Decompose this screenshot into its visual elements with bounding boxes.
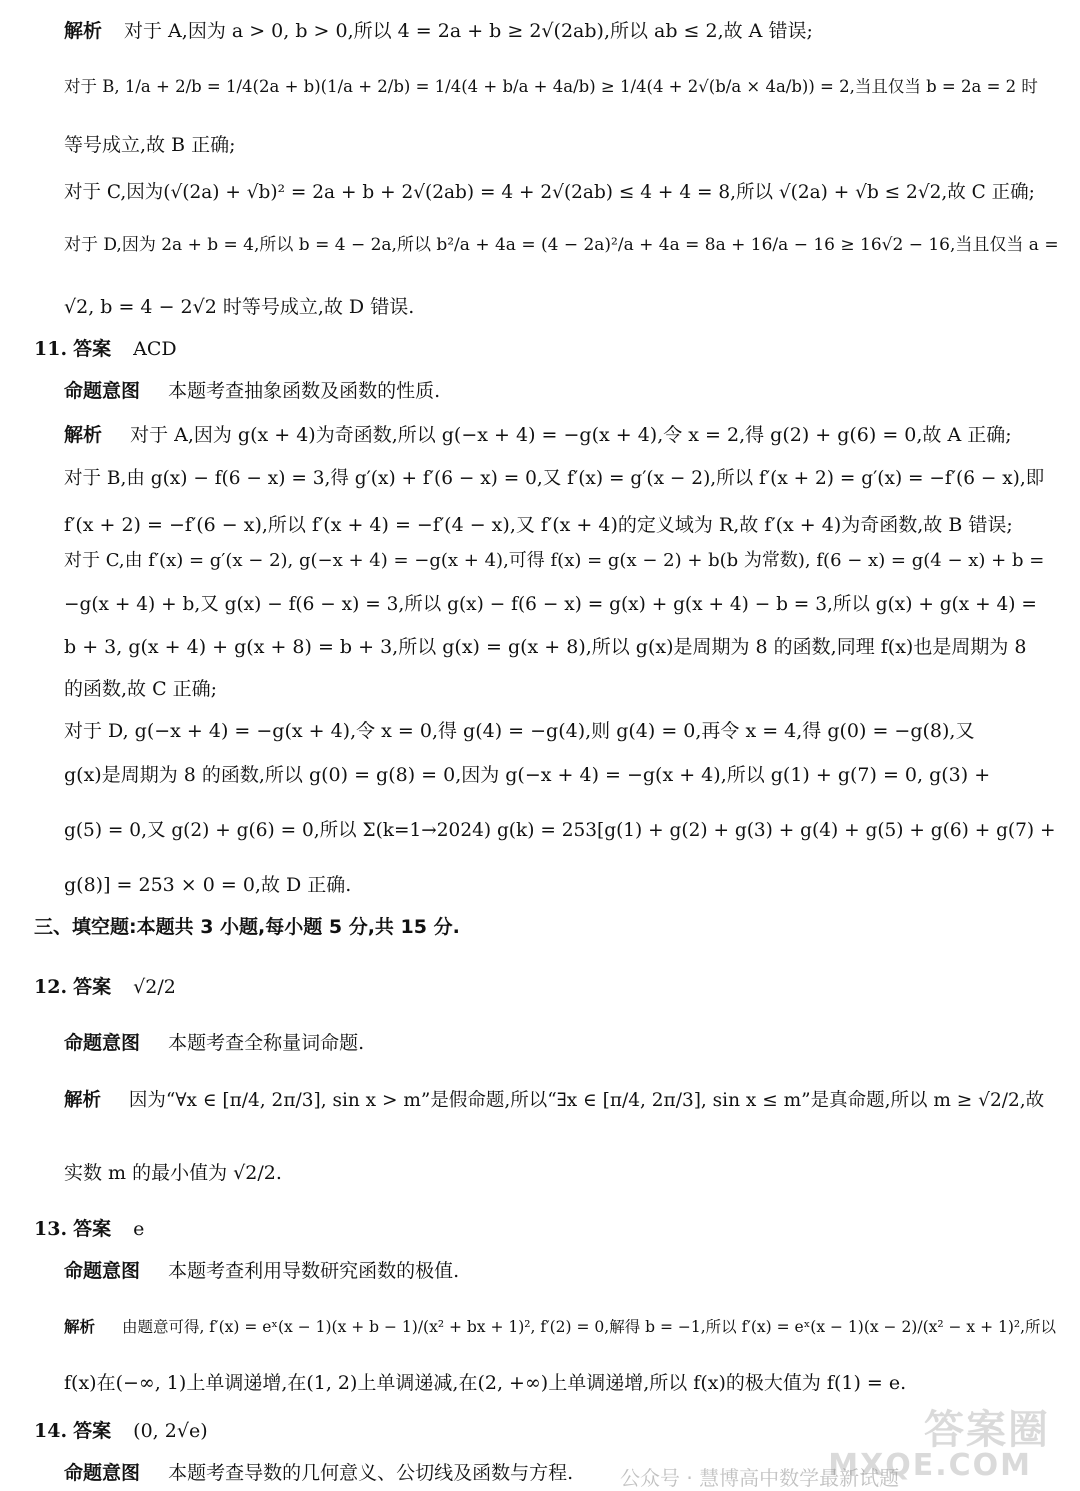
q14-number: 14. <box>34 1420 68 1442</box>
q12-analysis: 因为“∀x ∈ [π/4, 2π/3], sin x > m”是假命题,所以“∃x ∈ [π/4, 2π/3], sin x ≤ m”是真命题,所以 m ≥ √2/2,故 <box>128 1090 1045 1111</box>
solution-text: 的函数,故 C 正确; <box>64 678 218 700</box>
solution-line <box>64 676 1044 702</box>
section-3-title: 三、填空题:本题共 3 小题,每小题 5 分,共 15 分. <box>34 916 460 938</box>
q12-analysis-tag: 解析 <box>64 1090 102 1111</box>
solution-line <box>64 762 1044 788</box>
q13-analysis-line <box>64 1314 1057 1340</box>
q12-number: 12. <box>34 976 68 998</box>
solution-line <box>64 74 1044 100</box>
q13-answer-line <box>34 1216 1044 1242</box>
q11-analysis-tag: 解析 <box>64 424 103 446</box>
q12-intent: 本题考查全称量词命题. <box>168 1032 365 1054</box>
q12-intent-tag: 命题意图 <box>64 1032 141 1054</box>
solution-text: 等号成立,故 B 正确; <box>64 134 236 156</box>
analysis-tag: 解析 <box>64 20 103 42</box>
q11-answer-line <box>34 336 1044 362</box>
q13-intent-line <box>64 1258 1044 1284</box>
solution-text: −g(x + 4) + b,又 g(x) − f(6 − x) = 3,所以 g(x) − f(6 − x) = g(x) + g(x + 4) − b = 3,所以 g(x) + g(x + 4) = <box>64 594 1037 615</box>
solution-text: g(5) = 0,又 g(2) + g(6) = 0,所以 Σ(k=1→2024) g(k) = 253[g(1) + g(2) + g(3) + g(4) + g(5) + g(6) + g(7) + <box>64 820 1056 841</box>
q12-answer: √2/2 <box>133 976 176 998</box>
solution-text: 对于 A,因为 a > 0, b > 0,所以 4 = 2a + b ≥ 2√(2ab),所以 ab ≤ 2,故 A 错误; <box>124 20 813 42</box>
q14-answer-tag: 答案 <box>73 1420 112 1442</box>
watermark-account: 公众号 · 慧博高中数学最新试题 <box>620 1466 900 1490</box>
q11-intent-tag: 命题意图 <box>64 380 141 402</box>
q11-intent: 本题考查抽象函数及函数的性质. <box>168 380 441 402</box>
solution-text: √2, b = 4 − 2√2 时等号成立,故 D 错误. <box>64 296 415 318</box>
solution-text: g(8)] = 253 × 0 = 0,故 D 正确. <box>64 874 352 896</box>
q13-intent: 本题考查利用导数研究函数的极值. <box>168 1260 460 1282</box>
solution-line <box>64 232 1059 258</box>
solution-text: b + 3, g(x + 4) + g(x + 8) = b + 3,所以 g(x) = g(x + 8),所以 g(x)是周期为 8 的函数,同理 f(x)也是周期为 8 <box>64 636 1027 658</box>
solution-line <box>64 718 1044 744</box>
solution-text: f′(x + 2) = −f′(6 − x),所以 f′(x + 4) = −f′(4 − x),又 f′(x + 4)的定义域为 R,故 f′(x + 4)为奇函数,故 B 错误; <box>64 514 1013 536</box>
solution-line <box>64 548 1044 574</box>
q12-answer-tag: 答案 <box>73 976 112 998</box>
q11-number: 11. <box>34 338 68 360</box>
solution-line <box>64 634 1044 660</box>
q11-analysis-a <box>64 422 1044 448</box>
q12-intent-line <box>64 1030 1044 1056</box>
q11-intent-line <box>64 378 1044 404</box>
q13-analysis-tag: 解析 <box>64 1318 96 1336</box>
q13-intent-tag: 命题意图 <box>64 1260 141 1282</box>
solution-line <box>64 592 1044 618</box>
solution-text: 对于 C,因为(√(2a) + √b)² = 2a + b + 2√(2ab) = 4 + 2√(2ab) ≤ 4 + 4 = 8,所以 √(2a) + √b ≤ 2√2,故 C 正确; <box>64 182 1035 203</box>
solution-line <box>64 872 1044 898</box>
q11-analysis-b <box>64 466 1044 492</box>
q11-analysis-a-text: 对于 A,因为 g(x + 4)为奇函数,所以 g(−x + 4) = −g(x + 4),令 x = 2,得 g(2) + g(6) = 0,故 A 正确; <box>130 424 1012 446</box>
solution-text: 实数 m 的最小值为 √2/2. <box>64 1162 282 1184</box>
q12-analysis-line <box>64 1088 1044 1114</box>
solution-text: 对于 D, g(−x + 4) = −g(x + 4),令 x = 0,得 g(4) = −g(4),则 g(4) = 0,再令 x = 4,得 g(0) = −g(8),又 <box>64 720 975 742</box>
solution-text: f(x)在(−∞, 1)上单调递增,在(1, 2)上单调递减,在(2, +∞)上单调递增,所以 f(x)的极大值为 f(1) = e. <box>64 1372 907 1394</box>
q11-analysis-b-text: 对于 B,由 g(x) − f(6 − x) = 3,得 g′(x) + f′(6 − x) = 0,又 f′(x) = g′(x − 2),所以 f′(x + 2) = g′(x) = −f′(6 − x),即 <box>64 468 1045 489</box>
q14-answer-line <box>34 1418 1044 1444</box>
solution-text: 对于 B, 1/a + 2/b = 1/4(2a + b)(1/a + 2/b) = 1/4(4 + b/a + 4a/b) ≥ 1/4(4 + 2√(b/a × 4a/b)) = 2,当且仅当 b = 2a = 2 时 <box>64 77 1038 96</box>
q14-intent-tag: 命题意图 <box>64 1462 141 1484</box>
q13-answer-tag: 答案 <box>73 1218 112 1240</box>
q13-answer: e <box>133 1218 145 1240</box>
solution-text: 对于 D,因为 2a + b = 4,所以 b = 4 − 2a,所以 b²/a + 4a = (4 − 2a)²/a + 4a = 8a + 16/a − 16 ≥ 16√2 − 16,当且仅当 a = <box>64 235 1059 255</box>
solution-line <box>64 512 1044 538</box>
q14-intent: 本题考查导数的几何意义、公切线及函数与方程. <box>168 1462 574 1484</box>
solution-line <box>64 818 1056 844</box>
solution-line <box>64 132 1044 158</box>
q14-answer: (0, 2√e) <box>133 1420 208 1442</box>
q13-number: 13. <box>34 1218 68 1240</box>
solution-text: 对于 C,由 f′(x) = g′(x − 2), g(−x + 4) = −g(x + 4),可得 f(x) = g(x − 2) + b(b 为常数), f(6 − x) = g(4 − x) + b = <box>64 550 1045 571</box>
solution-line <box>64 180 1044 206</box>
q13-analysis: 由题意可得, f′(x) = eˣ(x − 1)(x + b − 1)/(x² + bx + 1)², f′(2) = 0,解得 b = −1,所以 f′(x) = eˣ(x − 1)(x − 2)/(x² − x + 1)²,所以 <box>121 1318 1057 1336</box>
solution-line <box>64 294 1044 320</box>
solution-line <box>64 1160 1044 1186</box>
solution-text: g(x)是周期为 8 的函数,所以 g(0) = g(8) = 0,因为 g(−x + 4) = −g(x + 4),所以 g(1) + g(7) = 0, g(3) + <box>64 764 991 786</box>
watermark-site: MXQE.COM <box>828 1448 1032 1483</box>
q11-answer: ACD <box>133 338 177 360</box>
q12-answer-line <box>34 974 1044 1000</box>
solution-line <box>64 18 1044 44</box>
watermark-logo-text: 答案圈 <box>924 1407 1050 1453</box>
solution-line <box>64 1370 1044 1396</box>
q11-answer-tag: 答案 <box>73 338 112 360</box>
section-3-heading <box>34 914 1044 940</box>
